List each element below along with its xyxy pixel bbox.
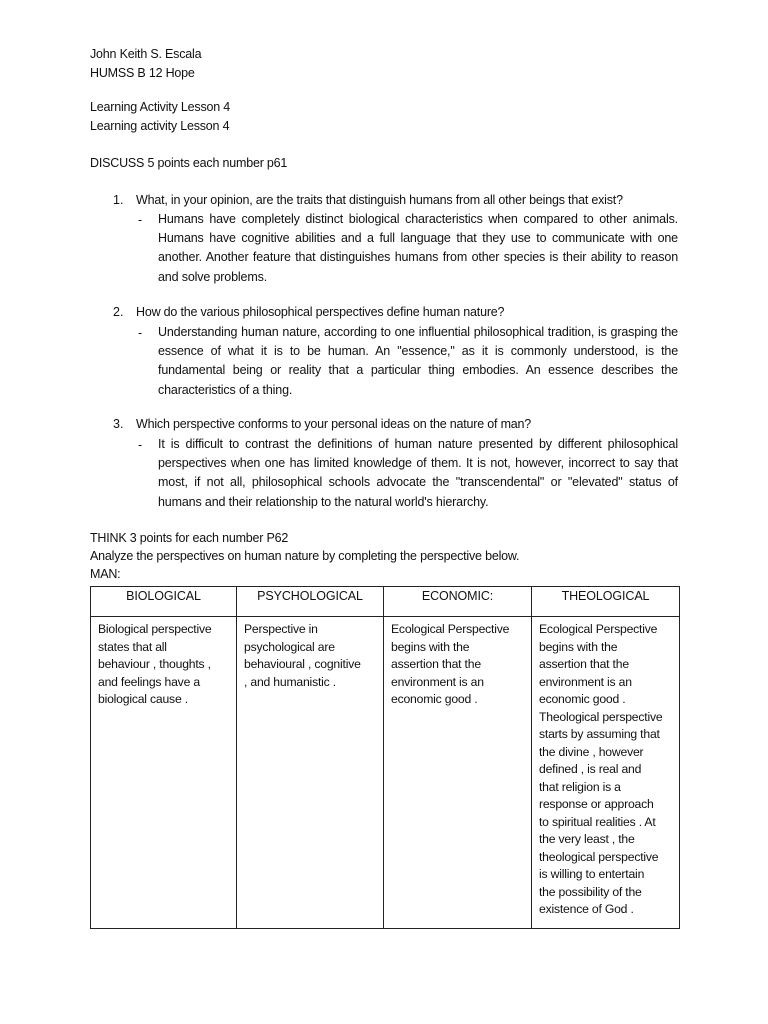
question-3-number: 3. — [113, 417, 124, 431]
header-psychological: PSYCHOLOGICAL — [237, 587, 384, 617]
header-economic: ECONOMIC: — [384, 587, 532, 617]
cell-biological-text: Biological perspective states that all behaviour , thoughts , and feelings have a biological cause . — [98, 622, 212, 706]
question-1-text: What, in your opinion, are the traits that distinguish humans from all other beings that exist? — [136, 193, 623, 207]
activity-title: Learning Activity Lesson 4 — [90, 100, 231, 114]
cell-psychological-text: Perspective in psychological are behavioural , cognitive , and humanistic . — [244, 622, 361, 689]
cell-economic-text: Ecological Perspective begins with the assertion that the environment is an economic good . — [391, 622, 510, 706]
answer-1-bullet: - — [138, 213, 143, 227]
cell-psychological — [237, 617, 384, 929]
think-instruction: Analyze the perspectives on human nature by completing the perspective below. — [90, 549, 520, 563]
answer-3-text: It is difficult to contrast the definitions of human nature presented by different philosophical perspectives when one has limited knowledge of them. It is not, however, incorrect to say that most, if not all, philosophical schools advocate the "transcendental" or "elevated" status of humans and their relationship to the natural world's hierarchy. — [158, 437, 678, 509]
answer-1-text: Humans have completely distinct biological characteristics when compared to other animals. Humans have cognitive abilities and a full language that they use to communicate with one another. Another feature that distinguishes humans from other species is their ability to reason and solve problems. — [158, 212, 678, 284]
header-biological: BIOLOGICAL — [91, 587, 237, 617]
man-label: MAN: — [90, 567, 121, 581]
cell-biological — [91, 617, 237, 929]
table-header-row — [91, 587, 680, 617]
header-theological: THEOLOGICAL — [532, 587, 680, 617]
discuss-heading: DISCUSS 5 points each number p61 — [90, 156, 288, 170]
cell-economic — [384, 617, 532, 929]
question-2-number: 2. — [113, 305, 124, 319]
think-heading: THINK 3 points for each number P62 — [90, 531, 289, 545]
activity-subtitle: Learning activity Lesson 4 — [90, 119, 230, 133]
question-2-text: How do the various philosophical perspectives define human nature? — [136, 305, 505, 319]
cell-theological — [532, 617, 680, 929]
table-row — [91, 617, 680, 929]
answer-3-bullet: - — [138, 438, 143, 452]
student-name: John Keith S. Escala — [90, 47, 202, 61]
answer-2-bullet: - — [138, 326, 143, 340]
perspectives-table — [90, 586, 680, 929]
cell-theological-text: Ecological Perspective begins with the assertion that the environment is an economic good . Theological perspective starts by assuming that the divine , however defined , is real and that religion is a response or approach to spiritual realities . At the very least , the theological perspective is willing to entertain the possibility of the existence of God . — [539, 622, 663, 916]
question-3-text: Which perspective conforms to your personal ideas on the nature of man? — [136, 417, 532, 431]
student-section: HUMSS B 12 Hope — [90, 66, 195, 80]
answer-2-text: Understanding human nature, according to one influential philosophical tradition, is grasping the essence of what it is to be human. An "essence," as it is commonly understood, is the fundamental being or reality that a particular thing embodies. An essence describes the characteristics of a thing. — [158, 325, 678, 397]
question-1-number: 1. — [113, 193, 124, 207]
